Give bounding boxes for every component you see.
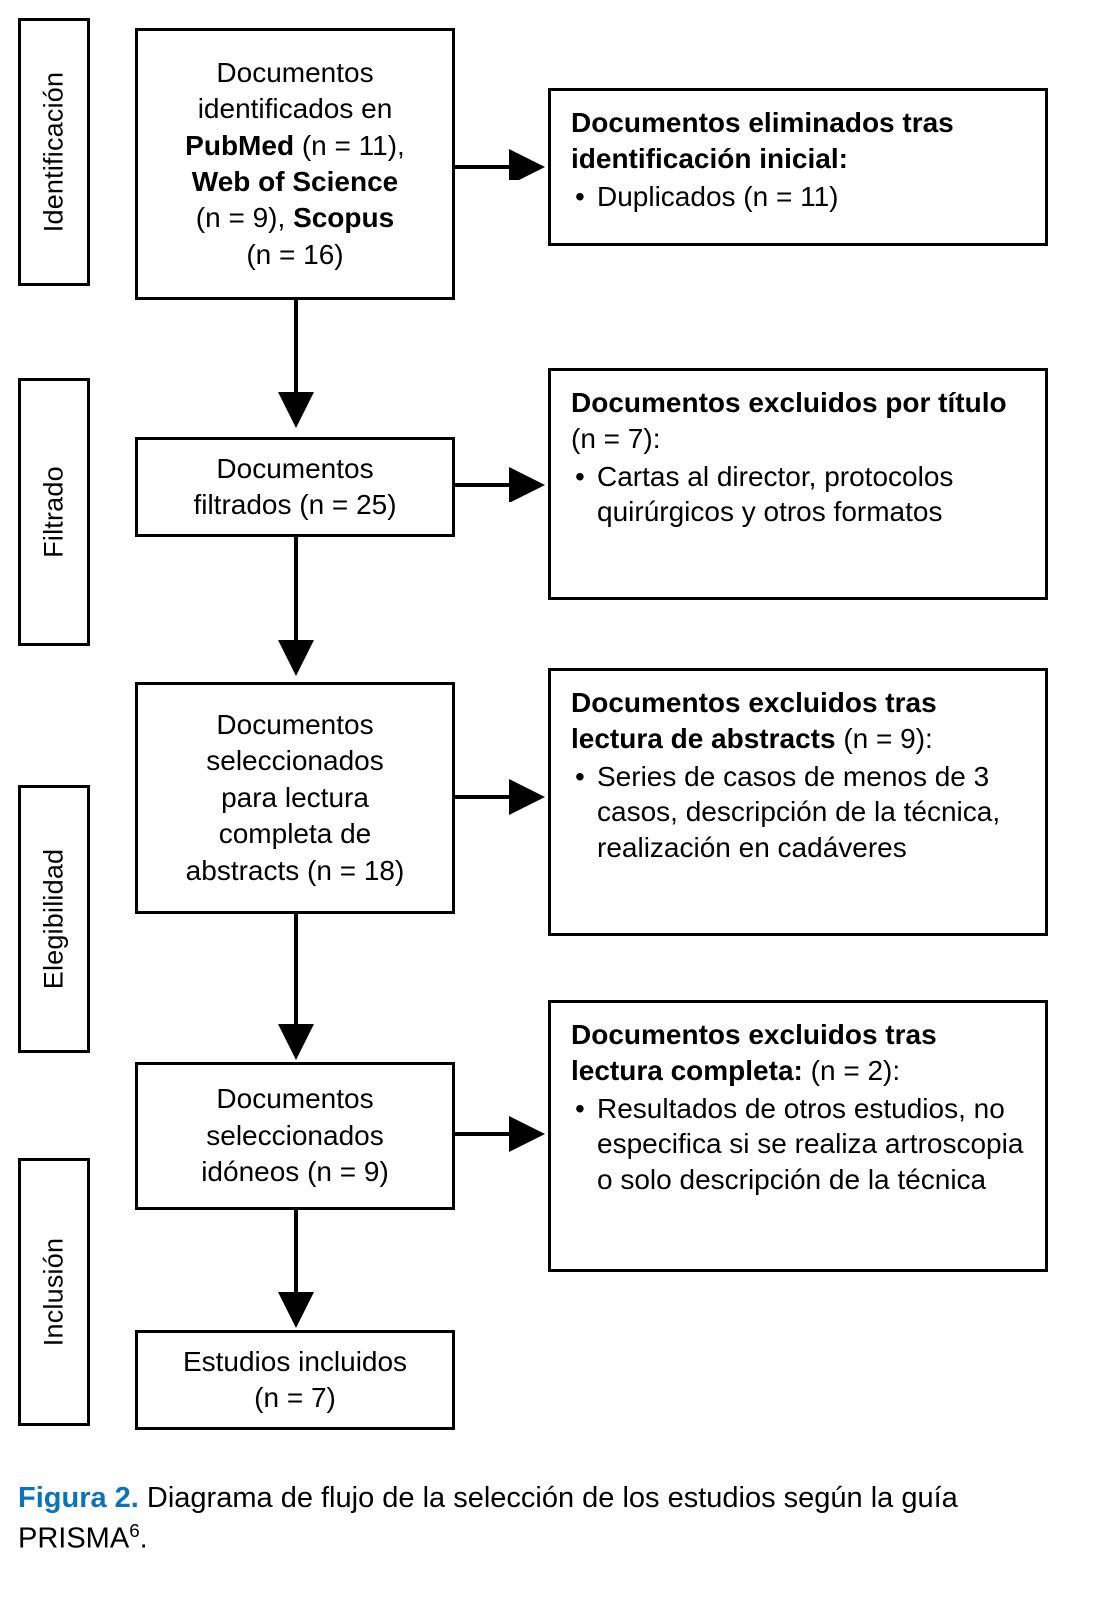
identificados-source3 <box>148 200 442 236</box>
flow-box-identificados <box>135 28 455 300</box>
stage-label-filtrado-text: Filtrado <box>38 466 69 558</box>
excluidos-abstracts-head-rest: (n = 9): <box>835 722 933 754</box>
stage-label-elegibilidad <box>18 785 90 1053</box>
identificados-source1-n: (n = 11), <box>294 129 405 161</box>
identificados-source3-name: Scopus <box>293 202 395 234</box>
seleccionados-idoneos-line2: seleccionados <box>206 1119 384 1151</box>
excluidos-abstracts-item: • Series de casos de menos de 3 casos, descripción de la técnica, realización en cadáveres <box>597 759 1029 866</box>
filtrados-line1: Documentos <box>216 452 374 484</box>
arrow-abstracts-to-idoneos <box>270 914 330 1069</box>
excluidos-abstracts-head-bold: Documentos excluidos tras lectura de abstracts <box>571 687 937 754</box>
eliminados-identificacion-item: • Duplicados (n = 11) <box>597 179 1029 215</box>
identificados-line1: Documentos <box>216 56 374 88</box>
figure-caption-reference: 6 <box>129 1520 140 1542</box>
excluidos-completa-head-bold: Documentos excluidos tras lectura completa: <box>571 1019 937 1086</box>
figure-caption-end: . <box>139 1522 148 1555</box>
seleccionados-abstracts-line3: para lectura <box>221 781 369 813</box>
eliminados-identificacion-head: Documentos eliminados tras identificación inicial: <box>571 107 954 174</box>
identificados-source1 <box>148 128 442 164</box>
excluidos-titulo-item: • Cartas al director, protocolos quirúrgicos y otros formatos <box>597 459 1029 531</box>
arrow-filtrados-to-excluidos-titulo <box>455 462 555 502</box>
stage-label-identificacion-text: Identificación <box>38 71 69 233</box>
seleccionados-idoneos-line3: idóneos (n = 9) <box>201 1156 389 1188</box>
arrow-idoneos-to-excluidos-completa <box>455 1108 555 1158</box>
excluidos-titulo-head-bold: Documentos excluidos por título <box>571 387 1007 418</box>
identificados-line2: identificados en <box>197 93 393 125</box>
excluidos-titulo-head-rest: (n = 7): <box>571 422 661 454</box>
filtrados-line2: filtrados (n = 25) <box>193 489 397 520</box>
exclusion-box-eliminados-identificacion <box>548 88 1048 246</box>
stage-label-inclusion <box>18 1158 90 1426</box>
figure-caption-text: Diagrama de flujo de la selección de los estudios según la guía PRISMA <box>18 1482 958 1555</box>
stage-label-identificacion <box>18 18 90 286</box>
seleccionados-idoneos-line1: Documentos <box>216 1083 374 1115</box>
arrow-filtrados-to-seleccionados-abstracts <box>270 537 330 687</box>
flow-box-seleccionados-idoneos <box>135 1062 455 1210</box>
arrow-idoneos-to-estudios-incluidos <box>270 1210 330 1340</box>
stage-label-elegibilidad-text: Elegibilidad <box>38 848 69 990</box>
exclusion-box-excluidos-abstracts <box>548 668 1048 936</box>
estudios-incluidos-line1: Estudios incluidos <box>182 1345 408 1377</box>
arrow-abstracts-to-excluidos-abstracts <box>455 770 555 820</box>
figure-caption <box>18 1478 1078 1559</box>
identificados-source1-name: PubMed <box>185 129 295 161</box>
seleccionados-abstracts-line1: Documentos <box>216 709 374 741</box>
seleccionados-abstracts-line2: seleccionados <box>206 745 384 777</box>
flow-box-seleccionados-abstracts <box>135 682 455 914</box>
exclusion-box-excluidos-completa <box>548 1000 1048 1272</box>
figure-number: Figura 2. <box>18 1482 139 1514</box>
seleccionados-abstracts-line5: abstracts (n = 18) <box>185 854 405 886</box>
excluidos-completa-item: • Resultados de otros estudios, no especifica si se realiza artroscopia o solo descripción de la técnica <box>597 1091 1029 1198</box>
identificados-source2 <box>148 164 442 200</box>
arrow-identificados-to-eliminados <box>455 140 555 180</box>
seleccionados-abstracts-line4: completa de <box>218 818 372 850</box>
identificados-source2-n: (n = 9), <box>195 202 294 234</box>
stage-label-filtrado <box>18 378 90 646</box>
exclusion-box-excluidos-titulo <box>548 368 1048 600</box>
estudios-incluidos-line2: (n = 7) <box>254 1382 336 1413</box>
flow-box-estudios-incluidos <box>135 1330 455 1430</box>
identificados-source3-n: (n = 16) <box>246 238 344 270</box>
arrow-identificados-to-filtrados <box>270 300 330 440</box>
stage-label-inclusion-text: Inclusión <box>38 1237 69 1347</box>
flow-box-filtrados <box>135 437 455 537</box>
excluidos-completa-head-rest: (n = 2): <box>802 1054 901 1086</box>
identificados-source2-name: Web of Science <box>191 166 399 197</box>
